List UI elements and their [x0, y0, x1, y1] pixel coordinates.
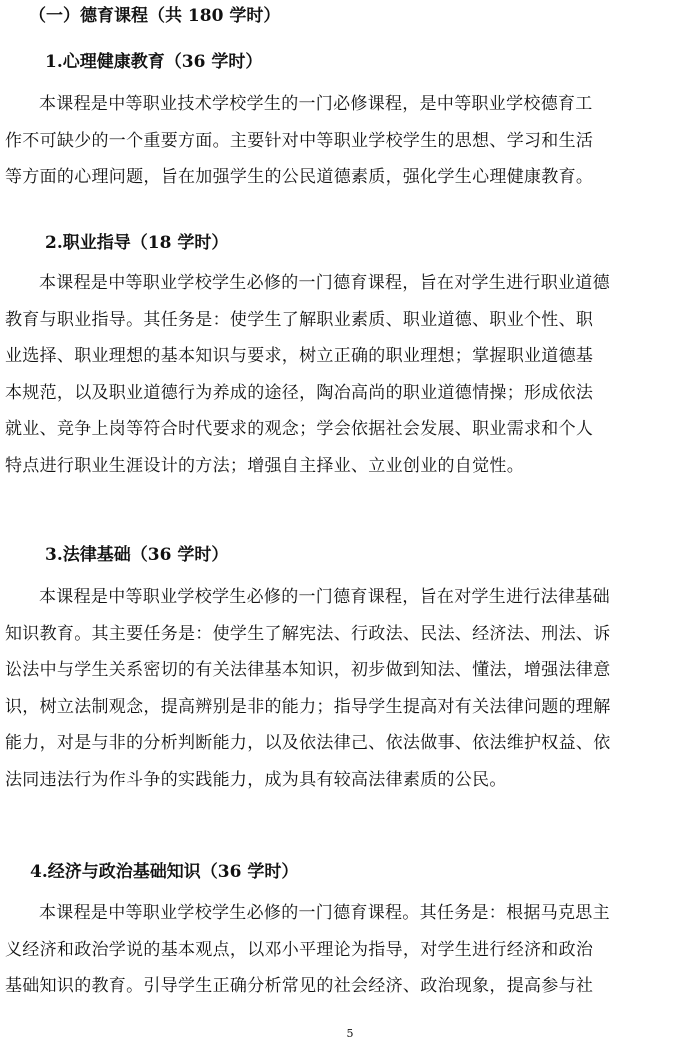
course-3-description: [5, 579, 695, 798]
text-line: 等方面的心理问题，旨在加强学生的公民道德素质，强化学生心理健康教育。: [5, 167, 594, 187]
course-2-description: [5, 265, 695, 484]
text-line: 本课程是中等职业学校学生必修的一门德育课程，旨在对学生进行职业道德: [39, 273, 610, 293]
text-line: 本课程是中等职业学校学生必修的一门德育课程。其任务是：根据马克思主: [39, 903, 610, 923]
text-line: 义经济和政治学说的基本观点，以邓小平理论为指导，对学生进行经济和政治: [5, 939, 594, 960]
text-line: 法同违法行为作斗争的实践能力，成为具有较高法律素质的公民。: [5, 769, 507, 790]
text-line: 业选择、职业理想的基本知识与要求，树立正确的职业理想；掌握职业道德基: [5, 346, 594, 366]
text-line: 本课程是中等职业技术学校学生的一门必修课程，是中等职业学校德育工: [39, 94, 593, 114]
course-1-description: [5, 86, 695, 196]
text-line: 能力，对是与非的分析判断能力，以及依法律己、依法做事、依法维护权益、依: [5, 733, 611, 753]
text-line: 基础知识的教育。引导学生正确分析常见的社会经济、政治现象，提高参与社: [5, 976, 594, 996]
course-4-title: 4.经济与政治基础知识（36 学时）: [30, 862, 299, 882]
text-line: 知识教育。其主要任务是：使学生了解宪法、行政法、民法、经济法、刑法、诉: [5, 623, 611, 644]
text-line: 本课程是中等职业学校学生必修的一门德育课程，旨在对学生进行法律基础: [39, 587, 610, 607]
text-line: 教育与职业指导。其任务是：使学生了解职业素质、职业道德、职业个性、职: [5, 309, 594, 330]
page-number: 5: [346, 1027, 354, 1040]
course-3-title: 3.法律基础（36 学时）: [45, 545, 229, 565]
section-title: （一）德育课程（共 180 学时）: [29, 6, 281, 26]
course-4-description: [5, 895, 695, 1005]
course-1-title: 1.心理健康教育（36 学时）: [45, 52, 263, 72]
text-line: 本规范，以及职业道德行为养成的途径，陶冶高尚的职业道德情操；形成依法: [5, 382, 594, 403]
text-line: 讼法中与学生关系密切的有关法律基本知识，初步做到知法、懂法，增强法律意: [5, 660, 611, 680]
text-line: 作不可缺少的一个重要方面。主要针对中等职业学校学生的思想、学习和生活: [5, 130, 594, 151]
text-line: 识，树立法制观念，提高辨别是非的能力；指导学生提高对有关法律问题的理解: [5, 696, 611, 717]
text-line: 就业、竞争上岗等符合时代要求的观念；学会依据社会发展、职业需求和个人: [5, 419, 594, 439]
text-line: 特点进行职业生涯设计的方法；增强自主择业、立业创业的自觉性。: [5, 455, 524, 476]
course-2-title: 2.职业指导（18 学时）: [45, 233, 229, 253]
